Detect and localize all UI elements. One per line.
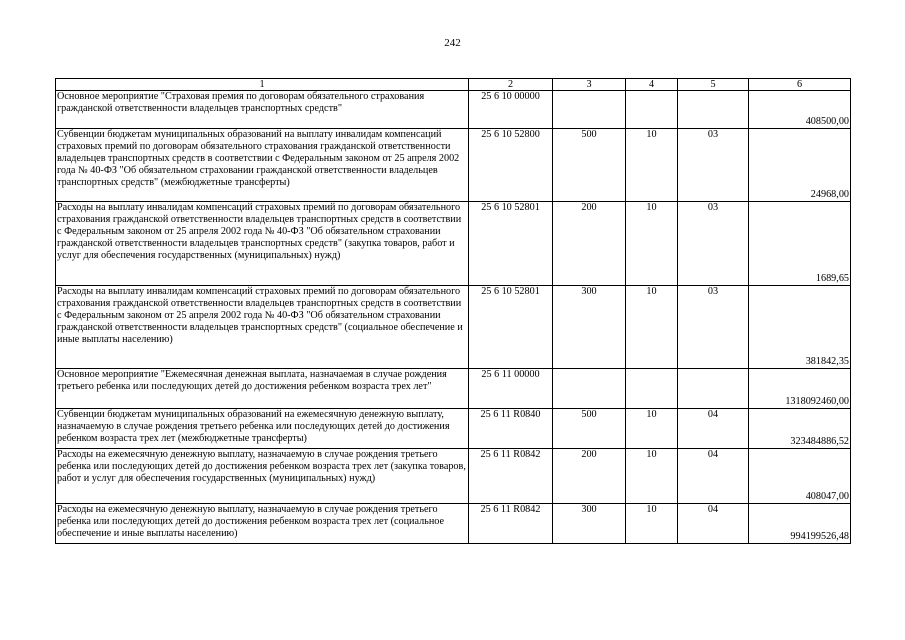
row-expense-type: 500 <box>553 129 626 202</box>
column-header-4: 4 <box>626 79 678 91</box>
column-header-3: 3 <box>553 79 626 91</box>
table-row <box>56 129 851 202</box>
row-sum: 1689,65 <box>749 202 851 286</box>
row-code: 25 6 11 R0842 <box>469 449 553 504</box>
row-expense-type: 500 <box>553 409 626 449</box>
row-expense-type <box>553 91 626 129</box>
row-subsection: 03 <box>678 129 749 202</box>
row-section: 10 <box>626 449 678 504</box>
row-subsection: 04 <box>678 504 749 544</box>
table-row <box>56 504 851 544</box>
row-expense-type <box>553 369 626 409</box>
row-subsection: 04 <box>678 409 749 449</box>
row-section: 10 <box>626 409 678 449</box>
row-name: Расходы на ежемесячную денежную выплату, назначаемую в случае рождения третьего ребенка или последующих детей до достижения ребенком возраста трех лет (социальное обеспечение и иные выплаты населению) <box>56 504 469 544</box>
page-number: 242 <box>444 37 461 49</box>
row-section <box>626 91 678 129</box>
row-sum: 381842,35 <box>749 286 851 369</box>
column-header-2: 2 <box>469 79 553 91</box>
row-sum: 24968,00 <box>749 129 851 202</box>
row-name: Субвенции бюджетам муниципальных образований на выплату инвалидам компенсаций страховых премий по договорам обязательного страхования гражданской ответственности владельцев транспортных средств в соответствии с Федеральным законом от 25 апреля 2002 года № 40-ФЗ "Об обязательном страховании гражданской ответственности владельцев транспортных средств" (межбюджетные трансферты) <box>56 129 469 202</box>
row-code: 25 6 10 52801 <box>469 286 553 369</box>
row-code: 25 6 10 00000 <box>469 91 553 129</box>
row-sum: 994199526,48 <box>749 504 851 544</box>
row-sum: 1318092460,00 <box>749 369 851 409</box>
row-subsection: 03 <box>678 202 749 286</box>
row-expense-type: 200 <box>553 202 626 286</box>
table-row <box>56 409 851 449</box>
table-row <box>56 286 851 369</box>
row-subsection <box>678 369 749 409</box>
row-name: Расходы на выплату инвалидам компенсаций страховых премий по договорам обязательного страхования гражданской ответственности владельцев транспортных средств в соответствии с Федеральным законом от 25 апреля 2002 года № 40-ФЗ "Об обязательном страховании гражданской ответственности владельцев транспортных средств" (социальное обеспечение и иные выплаты населению) <box>56 286 469 369</box>
row-sum: 323484886,52 <box>749 409 851 449</box>
row-code: 25 6 11 00000 <box>469 369 553 409</box>
row-name: Субвенции бюджетам муниципальных образований на ежемесячную денежную выплату, назначаемую в случае рождения третьего ребенка или последующих детей до достижения ребенком возраста трех лет (межбюджетные трансферты) <box>56 409 469 449</box>
row-name: Расходы на выплату инвалидам компенсаций страховых премий по договорам обязательного страхования гражданской ответственности владельцев транспортных средств в соответствии с Федеральным законом от 25 апреля 2002 года № 40-ФЗ "Об обязательном страховании гражданской ответственности владельцев транспортных средств" (закупка товаров, работ и услуг для обеспечения государственных (муниципальных) нужд) <box>56 202 469 286</box>
row-sum: 408500,00 <box>749 91 851 129</box>
row-section <box>626 369 678 409</box>
row-name: Основное мероприятие "Ежемесячная денежная выплата, назначаемая в случае рождения третьего ребенка или последующих детей до достижения ребенком возраста трех лет" <box>56 369 469 409</box>
table-header-row <box>56 79 851 91</box>
table-row <box>56 449 851 504</box>
row-expense-type: 300 <box>553 286 626 369</box>
row-code: 25 6 11 R0840 <box>469 409 553 449</box>
row-section: 10 <box>626 129 678 202</box>
row-section: 10 <box>626 504 678 544</box>
row-expense-type: 200 <box>553 449 626 504</box>
row-code: 25 6 11 R0842 <box>469 504 553 544</box>
row-subsection: 03 <box>678 286 749 369</box>
row-expense-type: 300 <box>553 504 626 544</box>
table-row <box>56 369 851 409</box>
column-header-6: 6 <box>749 79 851 91</box>
table-row <box>56 202 851 286</box>
column-header-1: 1 <box>56 79 469 91</box>
row-name: Расходы на ежемесячную денежную выплату, назначаемую в случае рождения третьего ребенка или последующих детей до достижения ребенком возраста трех лет (закупка товаров, работ и услуг для обеспечения государственных (муниципальных) нужд) <box>56 449 469 504</box>
row-code: 25 6 10 52801 <box>469 202 553 286</box>
row-subsection: 04 <box>678 449 749 504</box>
row-code: 25 6 10 52800 <box>469 129 553 202</box>
row-section: 10 <box>626 202 678 286</box>
row-subsection <box>678 91 749 129</box>
row-sum: 408047,00 <box>749 449 851 504</box>
row-name: Основное мероприятие "Страховая премия по договорам обязательного страхования гражданской ответственности владельцев транспортных средств" <box>56 91 469 129</box>
budget-table <box>55 78 851 544</box>
column-header-5: 5 <box>678 79 749 91</box>
row-section: 10 <box>626 286 678 369</box>
table-row <box>56 91 851 129</box>
